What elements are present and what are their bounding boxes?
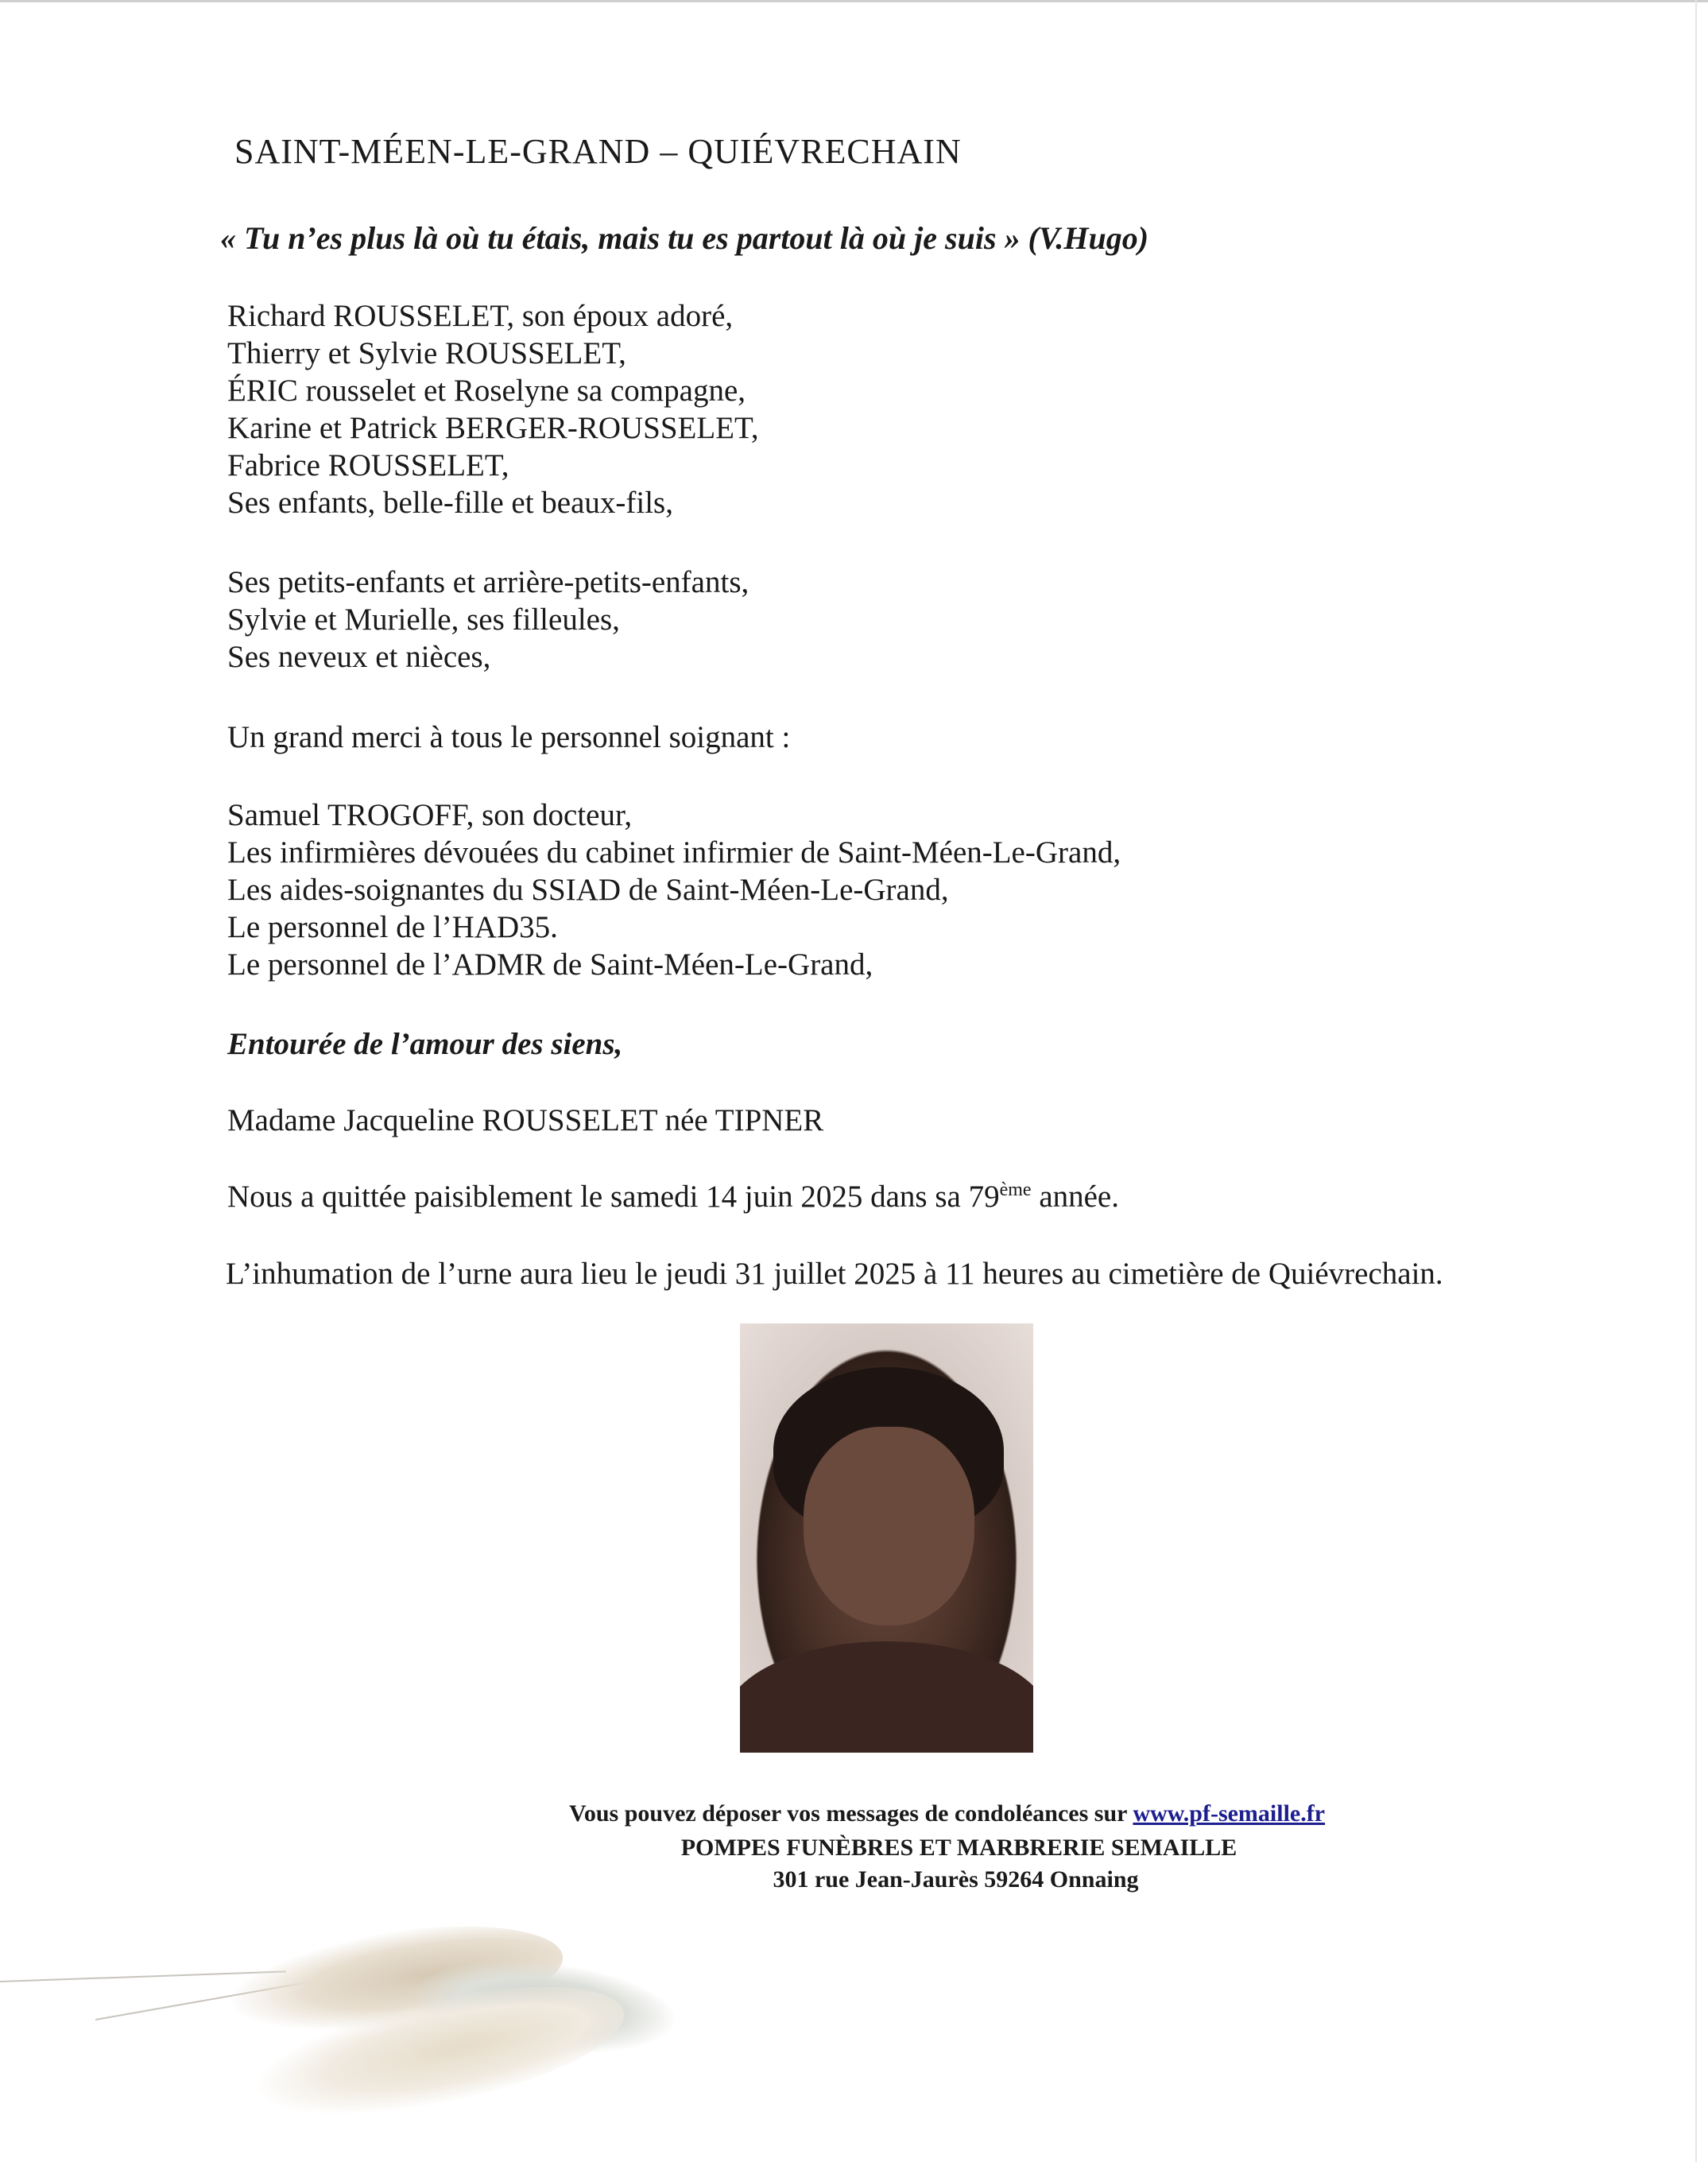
caregiver-line: Les aides-soignantes du SSIAD de Saint-Méen-Le-Grand, xyxy=(227,873,949,907)
caregiver-line: Le personnel de l’ADMR de Saint-Méen-Le-Grand, xyxy=(227,947,873,982)
portrait-photo xyxy=(740,1323,1033,1753)
thanks-intro: Un grand merci à tous le personnel soignant : xyxy=(227,720,791,754)
top-border xyxy=(0,0,1708,2)
family-line: Richard ROUSSELET, son époux adoré, xyxy=(227,299,734,333)
passing-ordinal: ème xyxy=(999,1180,1032,1200)
page-title: SAINT-MÉEN-LE-GRAND – QUIÉVRECHAIN xyxy=(234,132,962,171)
family-line: ÉRIC rousselet et Roselyne sa compagne, xyxy=(227,374,746,408)
relatives-line: Sylvie et Murielle, ses filleules, xyxy=(227,602,620,637)
website-link[interactable]: www.pf-semaille.fr xyxy=(1133,1800,1326,1827)
passing-line xyxy=(227,1179,1119,1215)
caregiver-line: Le personnel de l’HAD35. xyxy=(227,910,558,944)
family-line: Ses enfants, belle-fille et beaux-fils, xyxy=(227,486,673,520)
family-line: Thierry et Sylvie ROUSSELET, xyxy=(227,336,626,370)
relatives-line: Ses petits-enfants et arrière-petits-enfants, xyxy=(227,565,749,599)
condolences-text: Vous pouvez déposer vos messages de condoléances sur xyxy=(568,1800,1133,1827)
burial-line: L’inhumation de l’urne aura lieu le jeudi 31 juillet 2025 à 11 heures au cimetière de Quiévrechain. xyxy=(226,1257,1443,1291)
company-address: 301 rue Jean-Jaurès 59264 Onnaing xyxy=(773,1866,1139,1893)
caregiver-line: Les infirmières dévouées du cabinet infirmier de Saint-Méen-Le-Grand, xyxy=(227,835,1121,870)
deceased-name: Madame Jacqueline ROUSSELET née TIPNER xyxy=(227,1103,824,1137)
passing-text: Nous a quittée paisiblement le samedi 14 juin 2025 dans sa 79 xyxy=(227,1180,1000,1214)
surrounded-line: Entourée de l’amour des siens, xyxy=(227,1027,623,1061)
quote: « Tu n’es plus là où tu étais, mais tu es partout là où je suis » (V.Hugo) xyxy=(220,220,1149,256)
family-line: Karine et Patrick BERGER-ROUSSELET, xyxy=(227,411,759,445)
caregiver-line: Samuel TROGOFF, son docteur, xyxy=(227,798,633,832)
condolences-line xyxy=(93,1800,1708,1827)
company-name: POMPES FUNÈBRES ET MARBRERIE SEMAILLE xyxy=(680,1835,1237,1861)
family-line: Fabrice ROUSSELET, xyxy=(227,448,509,482)
passing-text-end: année. xyxy=(1031,1180,1119,1214)
relatives-line: Ses neveux et nièces, xyxy=(227,640,491,674)
